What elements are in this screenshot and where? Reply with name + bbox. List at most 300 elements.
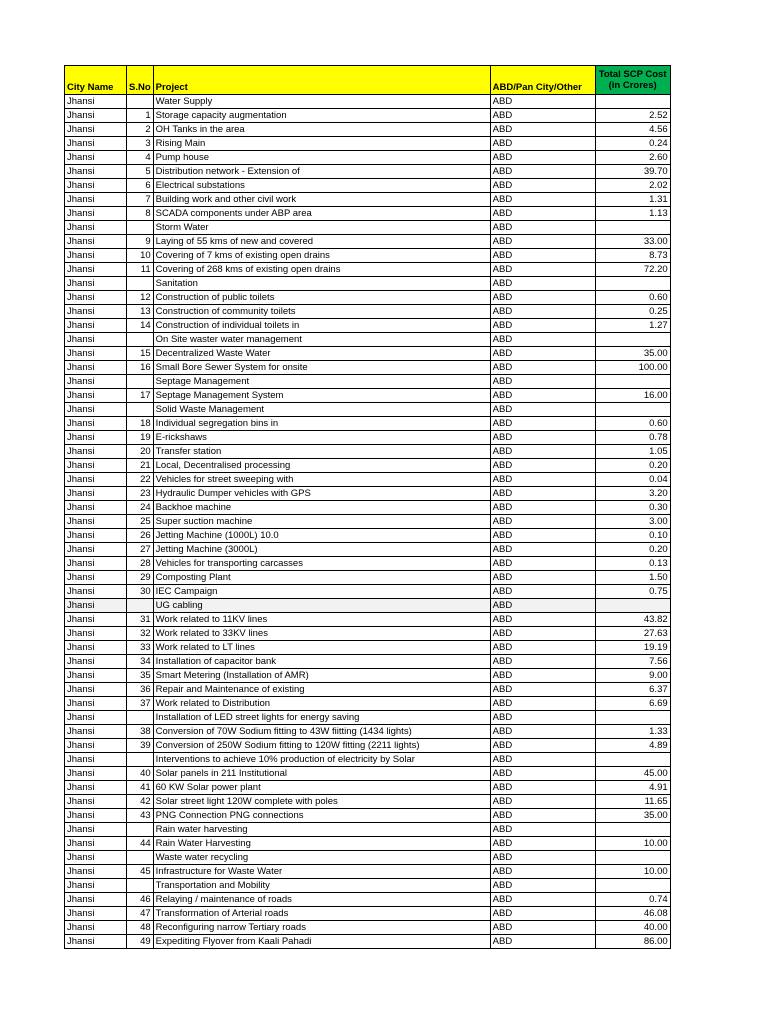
cell-project[interactable]: Individual segregation bins in [153,417,490,431]
cell-category[interactable]: ABD [490,417,595,431]
cell-category[interactable]: ABD [490,263,595,277]
cell-category[interactable]: ABD [490,683,595,697]
header-category[interactable]: ABD/Pan City/Other [490,66,595,95]
cell-project[interactable]: Infrastructure for Waste Water [153,865,490,879]
cell-category[interactable]: ABD [490,613,595,627]
cell-project[interactable]: Solar panels in 211 Institutional [153,767,490,781]
cell-sno[interactable]: 46 [127,893,154,907]
cell-project[interactable]: 60 KW Solar power plant [153,781,490,795]
cell-city-name[interactable]: Jhansi [65,417,127,431]
cell-city-name[interactable]: Jhansi [65,263,127,277]
cell-project[interactable]: Decentralized Waste Water [153,347,490,361]
cell-city-name[interactable]: Jhansi [65,235,127,249]
cell-project[interactable]: Construction of individual toilets in [153,319,490,333]
cell-category[interactable]: ABD [490,221,595,235]
cell-sno[interactable]: 4 [127,151,154,165]
cell-category[interactable]: ABD [490,249,595,263]
cell-total-cost[interactable]: 1.31 [595,193,670,207]
cell-sno[interactable]: 10 [127,249,154,263]
cell-project[interactable]: Transfer station [153,445,490,459]
cell-total-cost[interactable]: 2.02 [595,179,670,193]
cell-city-name[interactable]: Jhansi [65,655,127,669]
cell-category[interactable]: ABD [490,109,595,123]
cell-city-name[interactable]: Jhansi [65,291,127,305]
cell-total-cost[interactable] [595,823,670,837]
cell-sno[interactable]: 14 [127,319,154,333]
cell-project[interactable]: UG cabling [153,599,490,613]
cell-total-cost[interactable] [595,277,670,291]
cell-sno[interactable]: 45 [127,865,154,879]
cell-city-name[interactable]: Jhansi [65,445,127,459]
cell-sno[interactable] [127,375,154,389]
cell-project[interactable]: Repair and Maintenance of existing [153,683,490,697]
cell-total-cost[interactable]: 0.20 [595,459,670,473]
cell-sno[interactable]: 17 [127,389,154,403]
cell-project[interactable]: Electrical substations [153,179,490,193]
cell-total-cost[interactable]: 4.89 [595,739,670,753]
cell-city-name[interactable]: Jhansi [65,473,127,487]
cell-category[interactable]: ABD [490,529,595,543]
cell-category[interactable]: ABD [490,795,595,809]
cell-total-cost[interactable] [595,333,670,347]
cell-sno[interactable] [127,277,154,291]
cell-category[interactable]: ABD [490,375,595,389]
cell-category[interactable]: ABD [490,277,595,291]
cell-city-name[interactable]: Jhansi [65,683,127,697]
cell-project[interactable]: Covering of 7 kms of existing open drains [153,249,490,263]
cell-city-name[interactable]: Jhansi [65,893,127,907]
cell-project[interactable]: Conversion of 250W Sodium fitting to 120W fitting (2211 lights) [153,739,490,753]
cell-sno[interactable]: 5 [127,165,154,179]
cell-sno[interactable]: 26 [127,529,154,543]
cell-project[interactable]: Distribution network - Extension of [153,165,490,179]
cell-project[interactable]: Rain Water Harvesting [153,837,490,851]
cell-sno[interactable]: 13 [127,305,154,319]
cell-city-name[interactable]: Jhansi [65,879,127,893]
cell-total-cost[interactable]: 33.00 [595,235,670,249]
cell-project[interactable]: Rain water harvesting [153,823,490,837]
cell-category[interactable]: ABD [490,641,595,655]
cell-sno[interactable]: 18 [127,417,154,431]
cell-city-name[interactable]: Jhansi [65,347,127,361]
cell-total-cost[interactable]: 1.13 [595,207,670,221]
cell-category[interactable]: ABD [490,557,595,571]
cell-total-cost[interactable]: 2.60 [595,151,670,165]
cell-total-cost[interactable]: 0.30 [595,501,670,515]
cell-city-name[interactable]: Jhansi [65,515,127,529]
cell-total-cost[interactable] [595,851,670,865]
cell-project[interactable]: Construction of public toilets [153,291,490,305]
cell-total-cost[interactable]: 0.24 [595,137,670,151]
cell-sno[interactable] [127,599,154,613]
cell-category[interactable]: ABD [490,767,595,781]
cell-total-cost[interactable]: 9.00 [595,669,670,683]
cell-sno[interactable] [127,95,154,109]
cell-total-cost[interactable]: 8.73 [595,249,670,263]
cell-city-name[interactable]: Jhansi [65,599,127,613]
cell-sno[interactable]: 32 [127,627,154,641]
cell-city-name[interactable]: Jhansi [65,109,127,123]
cell-sno[interactable]: 20 [127,445,154,459]
cell-total-cost[interactable] [595,711,670,725]
cell-sno[interactable]: 40 [127,767,154,781]
cell-category[interactable]: ABD [490,515,595,529]
cell-project[interactable]: On Site waster water management [153,333,490,347]
cell-project[interactable]: Pump house [153,151,490,165]
cell-city-name[interactable]: Jhansi [65,431,127,445]
cell-project[interactable]: Transportation and Mobility [153,879,490,893]
cell-city-name[interactable]: Jhansi [65,725,127,739]
cell-sno[interactable]: 9 [127,235,154,249]
cell-city-name[interactable]: Jhansi [65,179,127,193]
cell-total-cost[interactable]: 6.69 [595,697,670,711]
cell-total-cost[interactable]: 1.33 [595,725,670,739]
cell-category[interactable]: ABD [490,333,595,347]
cell-project[interactable]: Conversion of 70W Sodium fitting to 43W fiitting (1434 lights) [153,725,490,739]
cell-city-name[interactable]: Jhansi [65,739,127,753]
cell-city-name[interactable]: Jhansi [65,249,127,263]
cell-sno[interactable]: 28 [127,557,154,571]
cell-project[interactable]: Vehicles for transporting carcasses [153,557,490,571]
cell-total-cost[interactable] [595,599,670,613]
cell-city-name[interactable]: Jhansi [65,669,127,683]
cell-category[interactable]: ABD [490,739,595,753]
cell-total-cost[interactable]: 10.00 [595,865,670,879]
cell-sno[interactable]: 19 [127,431,154,445]
cell-project[interactable]: Work related to 33KV lines [153,627,490,641]
cell-project[interactable]: Super suction machine [153,515,490,529]
cell-sno[interactable]: 16 [127,361,154,375]
cell-sno[interactable] [127,753,154,767]
cell-total-cost[interactable]: 10.00 [595,837,670,851]
cell-project[interactable]: Water Supply [153,95,490,109]
cell-category[interactable]: ABD [490,837,595,851]
cell-total-cost[interactable] [595,879,670,893]
cell-sno[interactable]: 33 [127,641,154,655]
cell-city-name[interactable]: Jhansi [65,697,127,711]
cell-total-cost[interactable]: 0.60 [595,417,670,431]
cell-sno[interactable]: 49 [127,935,154,949]
cell-sno[interactable] [127,879,154,893]
cell-total-cost[interactable]: 86.00 [595,935,670,949]
header-city-name[interactable]: City Name [65,66,127,95]
cell-city-name[interactable]: Jhansi [65,333,127,347]
cell-city-name[interactable]: Jhansi [65,851,127,865]
cell-sno[interactable]: 37 [127,697,154,711]
cell-city-name[interactable]: Jhansi [65,375,127,389]
cell-total-cost[interactable] [595,375,670,389]
cell-total-cost[interactable]: 1.05 [595,445,670,459]
cell-project[interactable]: E-rickshaws [153,431,490,445]
cell-total-cost[interactable]: 100.00 [595,361,670,375]
cell-total-cost[interactable]: 27.63 [595,627,670,641]
cell-sno[interactable]: 48 [127,921,154,935]
cell-city-name[interactable]: Jhansi [65,501,127,515]
cell-category[interactable]: ABD [490,851,595,865]
cell-total-cost[interactable]: 0.04 [595,473,670,487]
cell-category[interactable]: ABD [490,137,595,151]
cell-project[interactable]: Building work and other civil work [153,193,490,207]
cell-sno[interactable]: 36 [127,683,154,697]
cell-total-cost[interactable]: 0.60 [595,291,670,305]
cell-city-name[interactable]: Jhansi [65,641,127,655]
cell-sno[interactable]: 24 [127,501,154,515]
cell-city-name[interactable]: Jhansi [65,585,127,599]
cell-sno[interactable]: 2 [127,123,154,137]
cell-project[interactable]: Relaying / maintenance of roads [153,893,490,907]
cell-project[interactable]: Interventions to achieve 10% production of electricity by Solar [153,753,490,767]
cell-sno[interactable]: 23 [127,487,154,501]
cell-total-cost[interactable]: 39.70 [595,165,670,179]
cell-city-name[interactable]: Jhansi [65,865,127,879]
cell-project[interactable]: Covering of 268 kms of existing open drains [153,263,490,277]
cell-category[interactable]: ABD [490,627,595,641]
cell-category[interactable]: ABD [490,305,595,319]
cell-project[interactable]: Work related to Distribution [153,697,490,711]
cell-project[interactable]: Smart Metering (Installation of AMR) [153,669,490,683]
cell-project[interactable]: Small Bore Sewer System for onsite [153,361,490,375]
cell-project[interactable]: Septage Management [153,375,490,389]
cell-sno[interactable] [127,221,154,235]
cell-sno[interactable]: 3 [127,137,154,151]
cell-project[interactable]: IEC Campaign [153,585,490,599]
cell-total-cost[interactable]: 0.74 [595,893,670,907]
cell-sno[interactable]: 42 [127,795,154,809]
cell-city-name[interactable]: Jhansi [65,207,127,221]
cell-project[interactable]: Solar street light 120W complete with poles [153,795,490,809]
cell-category[interactable]: ABD [490,907,595,921]
cell-category[interactable]: ABD [490,403,595,417]
cell-total-cost[interactable]: 0.10 [595,529,670,543]
cell-category[interactable]: ABD [490,95,595,109]
header-project[interactable]: Project [153,66,490,95]
cell-project[interactable]: Jetting Machine (3000L) [153,543,490,557]
cell-category[interactable]: ABD [490,347,595,361]
cell-sno[interactable]: 15 [127,347,154,361]
cell-total-cost[interactable]: 40.00 [595,921,670,935]
cell-project[interactable]: Vehicles for street sweeping with [153,473,490,487]
cell-sno[interactable] [127,823,154,837]
cell-total-cost[interactable]: 1.27 [595,319,670,333]
cell-category[interactable]: ABD [490,865,595,879]
cell-project[interactable]: Storm Water [153,221,490,235]
cell-total-cost[interactable] [595,753,670,767]
cell-project[interactable]: Local, Decentralised processing [153,459,490,473]
cell-category[interactable]: ABD [490,319,595,333]
cell-total-cost[interactable]: 0.78 [595,431,670,445]
cell-sno[interactable] [127,333,154,347]
cell-project[interactable]: Work related to 11KV lines [153,613,490,627]
cell-project[interactable]: Jetting Machine (1000L) 10.0 [153,529,490,543]
cell-category[interactable]: ABD [490,599,595,613]
cell-city-name[interactable]: Jhansi [65,627,127,641]
cell-project[interactable]: Sanitation [153,277,490,291]
cell-category[interactable]: ABD [490,165,595,179]
cell-city-name[interactable]: Jhansi [65,123,127,137]
cell-sno[interactable]: 12 [127,291,154,305]
cell-category[interactable]: ABD [490,879,595,893]
cell-category[interactable]: ABD [490,725,595,739]
cell-category[interactable]: ABD [490,361,595,375]
cell-total-cost[interactable]: 35.00 [595,809,670,823]
cell-city-name[interactable]: Jhansi [65,95,127,109]
cell-sno[interactable]: 39 [127,739,154,753]
cell-category[interactable]: ABD [490,655,595,669]
cell-category[interactable]: ABD [490,921,595,935]
cell-project[interactable]: OH Tanks in the area [153,123,490,137]
cell-project[interactable]: Expediting Flyover from Kaali Pahadi [153,935,490,949]
cell-total-cost[interactable]: 4.91 [595,781,670,795]
cell-total-cost[interactable]: 35.00 [595,347,670,361]
cell-project[interactable]: Laying of 55 kms of new and covered [153,235,490,249]
cell-sno[interactable]: 22 [127,473,154,487]
cell-category[interactable]: ABD [490,753,595,767]
cell-project[interactable]: Work related to LT lines [153,641,490,655]
cell-category[interactable]: ABD [490,935,595,949]
cell-category[interactable]: ABD [490,893,595,907]
cell-category[interactable]: ABD [490,459,595,473]
cell-sno[interactable]: 29 [127,571,154,585]
cell-city-name[interactable]: Jhansi [65,571,127,585]
cell-sno[interactable] [127,851,154,865]
cell-city-name[interactable]: Jhansi [65,361,127,375]
cell-total-cost[interactable]: 1.50 [595,571,670,585]
cell-project[interactable]: Construction of community toilets [153,305,490,319]
cell-city-name[interactable]: Jhansi [65,403,127,417]
header-total-cost[interactable]: Total SCP Cost (in Crores) [595,66,670,95]
cell-sno[interactable]: 25 [127,515,154,529]
cell-city-name[interactable]: Jhansi [65,165,127,179]
cell-city-name[interactable]: Jhansi [65,907,127,921]
cell-category[interactable]: ABD [490,711,595,725]
cell-sno[interactable]: 11 [127,263,154,277]
cell-project[interactable]: PNG Connection PNG connections [153,809,490,823]
cell-city-name[interactable]: Jhansi [65,753,127,767]
cell-sno[interactable] [127,711,154,725]
cell-total-cost[interactable] [595,403,670,417]
cell-category[interactable]: ABD [490,389,595,403]
cell-category[interactable]: ABD [490,235,595,249]
cell-city-name[interactable]: Jhansi [65,935,127,949]
cell-total-cost[interactable]: 3.20 [595,487,670,501]
cell-category[interactable]: ABD [490,473,595,487]
cell-city-name[interactable]: Jhansi [65,151,127,165]
cell-city-name[interactable]: Jhansi [65,809,127,823]
cell-project[interactable]: Reconfiguring narrow Tertiary roads [153,921,490,935]
cell-city-name[interactable]: Jhansi [65,711,127,725]
cell-sno[interactable]: 8 [127,207,154,221]
cell-city-name[interactable]: Jhansi [65,543,127,557]
cell-city-name[interactable]: Jhansi [65,277,127,291]
cell-total-cost[interactable]: 0.20 [595,543,670,557]
cell-sno[interactable]: 35 [127,669,154,683]
cell-category[interactable]: ABD [490,697,595,711]
cell-city-name[interactable]: Jhansi [65,557,127,571]
cell-total-cost[interactable]: 0.25 [595,305,670,319]
cell-city-name[interactable]: Jhansi [65,781,127,795]
cell-city-name[interactable]: Jhansi [65,305,127,319]
cell-category[interactable]: ABD [490,487,595,501]
cell-category[interactable]: ABD [490,431,595,445]
cell-project[interactable]: Backhoe machine [153,501,490,515]
cell-total-cost[interactable] [595,221,670,235]
cell-category[interactable]: ABD [490,823,595,837]
cell-sno[interactable]: 27 [127,543,154,557]
cell-city-name[interactable]: Jhansi [65,487,127,501]
cell-project[interactable]: Composting Plant [153,571,490,585]
cell-city-name[interactable]: Jhansi [65,389,127,403]
cell-city-name[interactable]: Jhansi [65,459,127,473]
cell-category[interactable]: ABD [490,445,595,459]
cell-city-name[interactable]: Jhansi [65,767,127,781]
cell-project[interactable]: Transformation of Arterial roads [153,907,490,921]
cell-total-cost[interactable]: 6.37 [595,683,670,697]
cell-sno[interactable]: 1 [127,109,154,123]
cell-total-cost[interactable]: 3.00 [595,515,670,529]
cell-project[interactable]: Installation of LED street lights for energy saving [153,711,490,725]
cell-total-cost[interactable]: 4.56 [595,123,670,137]
cell-city-name[interactable]: Jhansi [65,137,127,151]
cell-category[interactable]: ABD [490,123,595,137]
cell-total-cost[interactable]: 2.52 [595,109,670,123]
cell-category[interactable]: ABD [490,585,595,599]
cell-sno[interactable]: 34 [127,655,154,669]
cell-city-name[interactable]: Jhansi [65,921,127,935]
cell-sno[interactable]: 7 [127,193,154,207]
cell-sno[interactable]: 30 [127,585,154,599]
cell-sno[interactable]: 6 [127,179,154,193]
cell-category[interactable]: ABD [490,151,595,165]
cell-project[interactable]: Septage Management System [153,389,490,403]
cell-city-name[interactable]: Jhansi [65,529,127,543]
cell-city-name[interactable]: Jhansi [65,319,127,333]
cell-city-name[interactable]: Jhansi [65,613,127,627]
cell-category[interactable]: ABD [490,809,595,823]
cell-category[interactable]: ABD [490,501,595,515]
cell-city-name[interactable]: Jhansi [65,837,127,851]
cell-project[interactable]: Hydraulic Dumper vehicles with GPS [153,487,490,501]
cell-total-cost[interactable]: 19.19 [595,641,670,655]
cell-category[interactable]: ABD [490,291,595,305]
cell-project[interactable]: Storage capacity augmentation [153,109,490,123]
cell-project[interactable]: Solid Waste Management [153,403,490,417]
cell-sno[interactable]: 21 [127,459,154,473]
cell-sno[interactable]: 41 [127,781,154,795]
cell-total-cost[interactable]: 0.13 [595,557,670,571]
cell-category[interactable]: ABD [490,543,595,557]
cell-city-name[interactable]: Jhansi [65,823,127,837]
cell-city-name[interactable]: Jhansi [65,193,127,207]
cell-city-name[interactable]: Jhansi [65,221,127,235]
cell-sno[interactable]: 38 [127,725,154,739]
cell-total-cost[interactable]: 72.20 [595,263,670,277]
cell-project[interactable]: SCADA components under ABP area [153,207,490,221]
cell-total-cost[interactable] [595,95,670,109]
cell-total-cost[interactable]: 7.56 [595,655,670,669]
cell-city-name[interactable]: Jhansi [65,795,127,809]
cell-category[interactable]: ABD [490,571,595,585]
cell-sno[interactable]: 43 [127,809,154,823]
cell-category[interactable]: ABD [490,179,595,193]
cell-total-cost[interactable]: 11.65 [595,795,670,809]
cell-sno[interactable]: 31 [127,613,154,627]
cell-sno[interactable] [127,403,154,417]
cell-sno[interactable]: 44 [127,837,154,851]
cell-project[interactable]: Waste water recycling [153,851,490,865]
cell-total-cost[interactable]: 45.00 [595,767,670,781]
cell-total-cost[interactable]: 0.75 [595,585,670,599]
cell-category[interactable]: ABD [490,781,595,795]
